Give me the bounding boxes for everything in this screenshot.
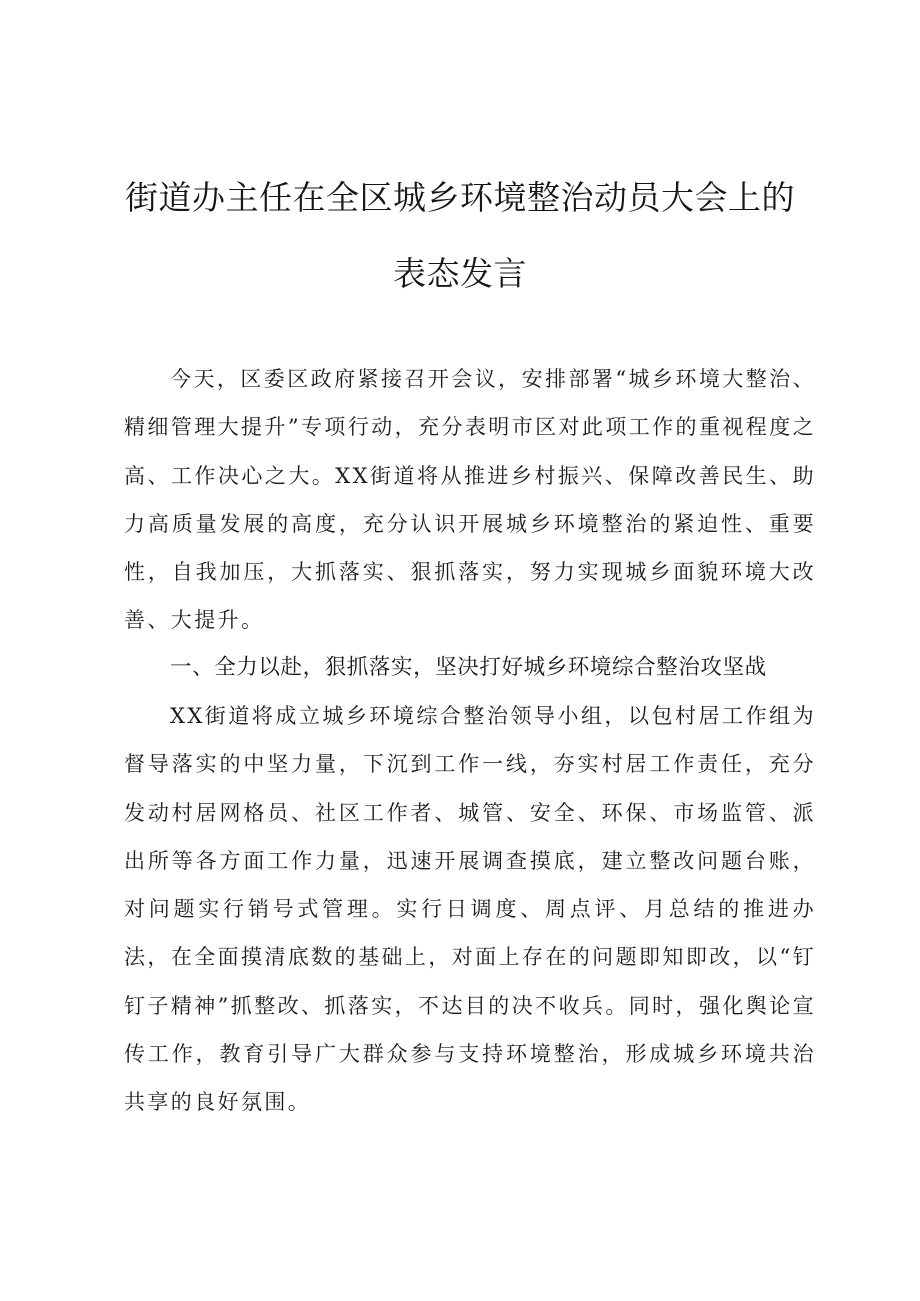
document-title-line-2: 表态发言 [393, 254, 527, 293]
body-paragraph-2: XX街道将成立城乡环境综合整治领导小组，以包村居工作组为督导落实的中坚力量，下沉到工作一线，夯实村居工作责任，充分发动村居网格员、社区工作者、城管、安全、环保、市场监管、派出所等各方面工作力量，迅速开展调查摸底，建立整改问题台账，对问题实行销号式管理。实行日调度、周点评、月总结的推进办法，在全面摸清底数的基础上，对面上存在的问题即知即改，以“钉钉子精神”抓整改、抓落实，不达目的决不收兵。同时，强化舆论宣传工作，教育引导广大群众参与支持环境整治，形成城乡环境共治共享的良好氛围。 [124, 704, 816, 1115]
section-heading-1: 一、全力以赴，狠抓落实，坚决打好城乡环境综合整治攻坚战 [170, 655, 767, 680]
body-paragraph-1: 今天，区委区政府紧接召开会议，安排部署“城乡环境大整治、精细管理大提升”专项行动，充分表明市区对此项工作的重视程度之高、工作决心之大。XX街道将从推进乡村振兴、保障改善民生、助力高质量发展的高度，充分认识开展城乡环境整治的紧迫性、重要性，自我加压，大抓落实、狠抓落实，努力实现城乡面貌环境大改善、大提升。 [124, 367, 816, 633]
document-title-line-1: 街道办主任在全区城乡环境整治动员大会上的 [125, 178, 795, 217]
